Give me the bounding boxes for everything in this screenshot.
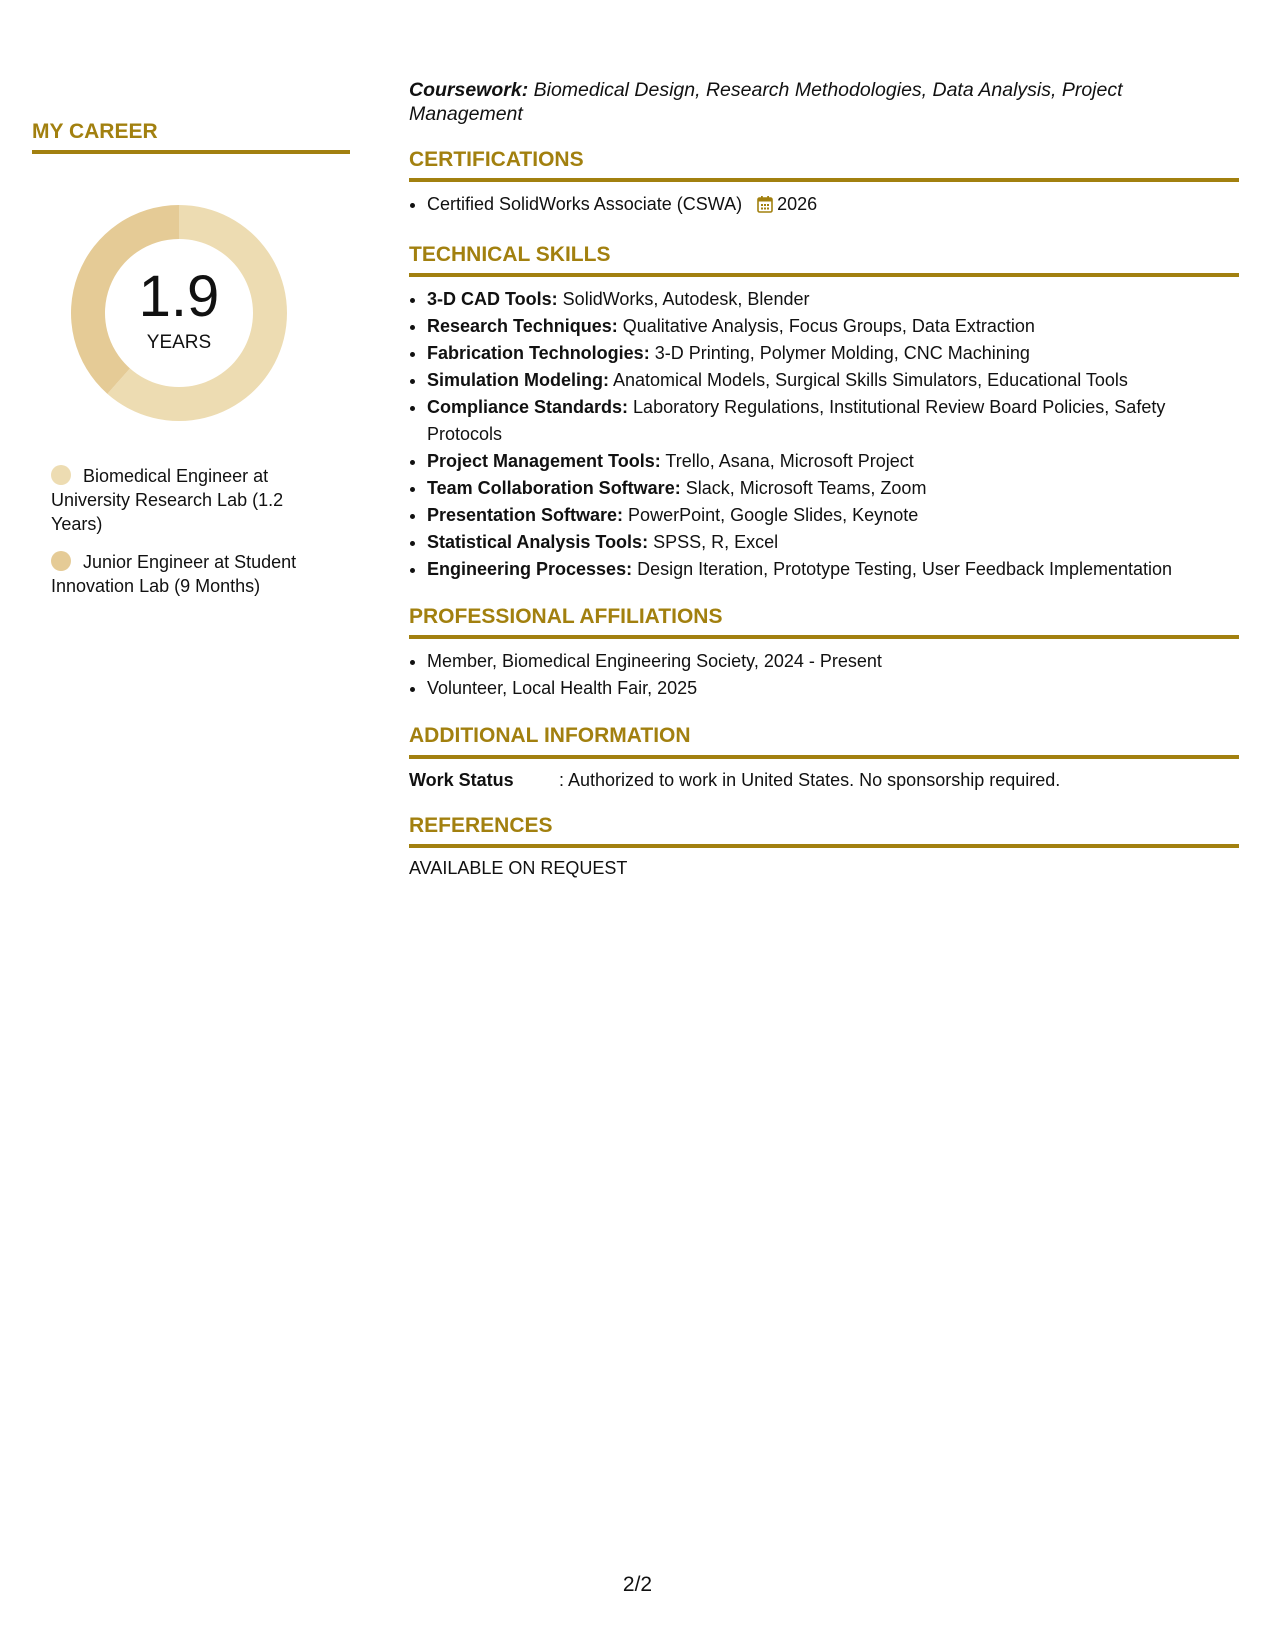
skill-key: 3-D CAD Tools: [427,289,558,310]
skills-list [409,286,1239,583]
calendar-icon [757,194,773,221]
certifications-section [409,148,1239,221]
skill-item [427,367,1239,394]
career-legend [32,464,321,598]
affiliations-list [409,648,1239,702]
skill-item [427,313,1239,340]
skill-item [427,286,1239,313]
legend-label: Biomedical Engineer at University Research Lab (1.2 Years) [51,466,284,535]
certification-year: 2026 [777,194,818,215]
legend-dot-innovation-lab [51,551,71,571]
skill-item [427,448,1239,475]
skill-value: Slack, Microsoft Teams, Zoom [680,478,927,499]
references-section [409,814,1239,879]
skill-key: Team Collaboration Software: [427,478,681,499]
skill-value: SPSS, R, Excel [648,532,779,553]
affiliation-item: • Volunteer, Local Health Fair, 2025 [427,675,1239,702]
coursework-label: Coursework: [409,79,529,101]
certifications-list [409,191,1239,221]
legend-dot-research-lab [51,465,71,485]
skill-item [427,475,1239,502]
skill-value: Design Iteration, Prototype Testing, User Feedback Implementation [632,559,1173,580]
coursework-text: Biomedical Design, Research Methodologies, Data Analysis, Project Management [409,79,1123,125]
legend-item [51,464,321,536]
skill-key: Statistical Analysis Tools: [427,532,649,553]
page-number: 2/2 [622,1573,653,1596]
certification-name: Certified SolidWorks Associate (CSWA) [427,194,743,215]
affiliations-title: PROFESSIONAL AFFILIATIONS [409,605,1239,639]
skill-value: SolidWorks, Autodesk, Blender [557,289,810,310]
skill-value: Anatomical Models, Surgical Skills Simulators, Educational Tools [609,370,1128,391]
skill-value: Laboratory Regulations, Institutional Review Board Policies, Safety Protocols [427,397,1166,445]
skills-title: TECHNICAL SKILLS [409,243,1239,277]
coursework [409,78,1239,126]
skill-item [427,529,1239,556]
skill-item [427,556,1239,583]
skill-key: Engineering Processes: [427,559,633,580]
legend-label: Junior Engineer at Student Innovation Lab (9 Months) [51,552,297,597]
legend-item [51,550,321,598]
skill-value: PowerPoint, Google Slides, Keynote [623,505,919,526]
skills-section [409,243,1239,583]
skill-value: Trello, Asana, Microsoft Project [660,451,914,472]
certification-item [427,191,1239,221]
skill-key: Compliance Standards: [427,397,629,418]
skill-key: Project Management Tools: [427,451,661,472]
affiliation-item: • Member, Biomedical Engineering Society, 2024 - Present [427,648,1239,675]
career-donut-chart [64,198,294,428]
references-text: AVAILABLE ON REQUEST [409,857,628,878]
skill-item [427,394,1239,448]
work-status-value: : Authorized to work in United States. No sponsorship required. [559,769,1061,790]
skill-key: Fabrication Technologies: [427,343,650,364]
skill-item [427,340,1239,367]
total-years-value: 1.9 [138,264,220,330]
additional-info-section [409,724,1239,791]
skill-value: 3-D Printing, Polymer Molding, CNC Machining [649,343,1030,364]
work-status-row [409,768,1239,792]
skill-key: Research Techniques: [427,316,618,337]
skill-item [427,502,1239,529]
total-years-unit: YEARS [146,332,212,354]
skill-key: Presentation Software: [427,505,624,526]
career-sidebar [32,120,350,612]
references-title: REFERENCES [409,814,1239,848]
work-status-label: Work Status [409,769,514,790]
additional-info-title: ADDITIONAL INFORMATION [409,724,1239,758]
main-content [409,78,1239,879]
certifications-title: CERTIFICATIONS [409,148,1239,182]
affiliations-section [409,605,1239,702]
skill-key: Simulation Modeling: [427,370,609,391]
skill-value: Qualitative Analysis, Focus Groups, Data Extraction [617,316,1035,337]
donut-center [64,198,294,428]
career-title: MY CAREER [32,120,350,154]
